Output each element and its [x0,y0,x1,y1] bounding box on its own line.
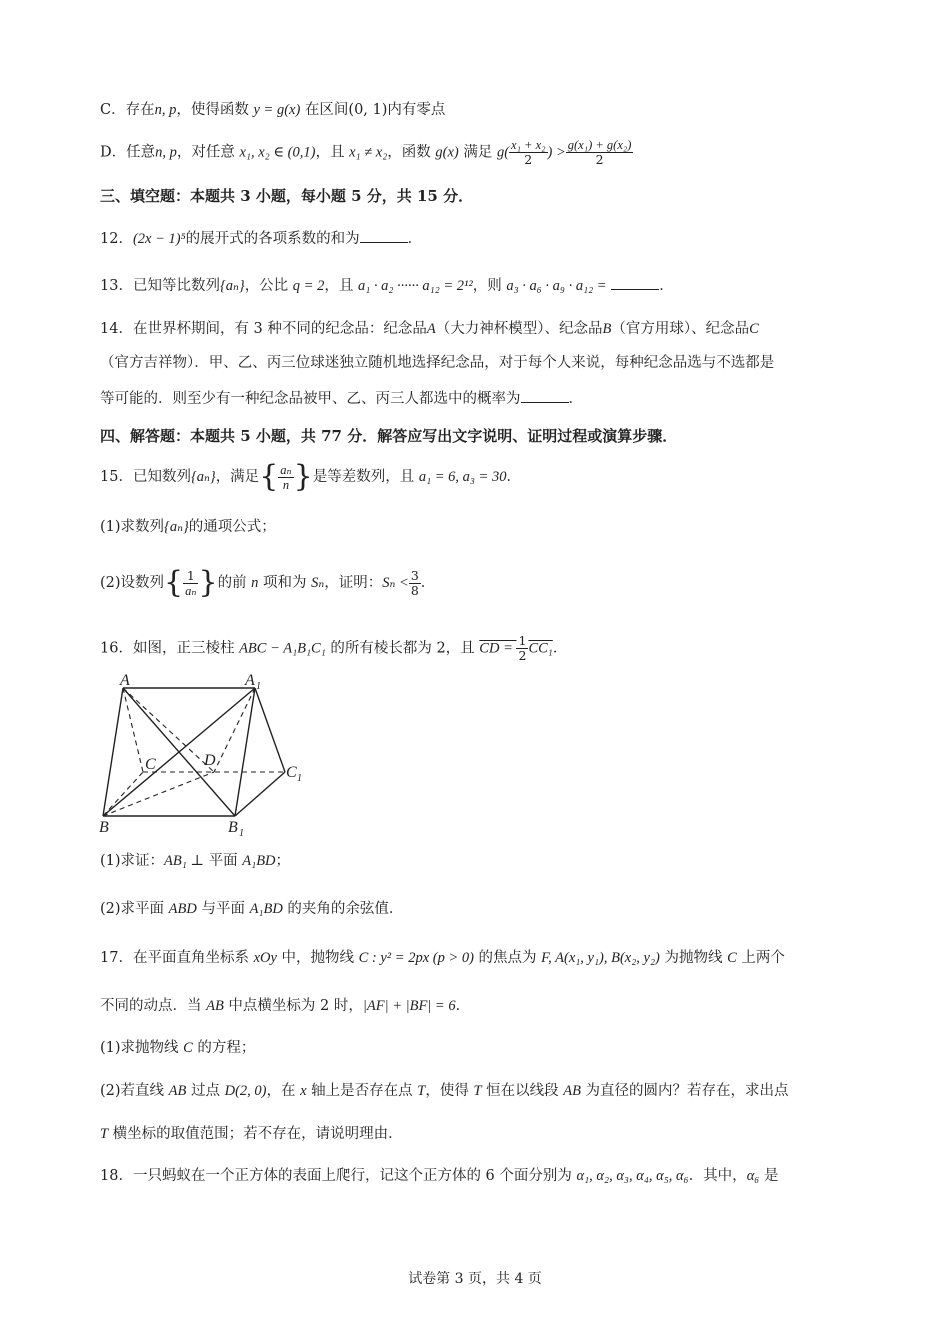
edge-A1-B1 [235,688,255,816]
question-14-line-3 [100,388,583,409]
q15-p1-t1: (1)求数列 [100,519,165,535]
option-d-lhs-pre: g( [496,144,510,161]
q17-p2-AB2: AB [563,1083,581,1099]
q18-t3: 是 [759,1168,779,1184]
option-d-text2: ，且 [315,144,350,161]
prism-figure [95,668,320,838]
option-d-text1: ，对任意 [176,144,240,161]
q17-p2-t3: ，在 [266,1083,301,1099]
q16-vec: CD = [479,640,517,657]
q15-p2-frac2 [409,569,421,598]
q16-t1: 的所有棱长都为 2，且 [325,640,480,657]
segment-B-A1 [103,688,255,816]
q13-t3: ，则 [472,278,507,294]
question-18 [100,1166,778,1186]
option-d-label: D．任意 [100,144,156,161]
label-C1: C [286,764,297,781]
q17-t3: 为抛物线 [659,950,728,966]
q13-q: q = 2 [292,278,325,294]
q17-p2-t2: 过点 [186,1083,225,1099]
question-16-part-2 [100,899,403,919]
q15-p2-S: Sₙ [311,575,325,591]
q16-p2-t3: 的夹角的余弦值． [282,901,404,917]
q18-faces: α₁, α₂, α₃, α₄, α₅, α₆ [576,1168,689,1184]
label-C: C [145,756,156,773]
option-c-label: C．存在 [100,102,155,118]
q17-xoy: xOy [253,950,277,966]
edge-A-B [103,688,123,816]
q16-end: ． [552,640,568,657]
q18-a6: α₆ [746,1168,760,1184]
q14-A: A [426,321,436,337]
q17-C: C [727,950,737,966]
q15-num: 15．已知数列 [100,469,191,485]
q16-p2-plane1: ABD [168,901,197,917]
q14-answer-blank [521,388,569,403]
q16-p2-t2: 与平面 [196,901,250,917]
q15-p2-end: ． [420,575,436,591]
q15-p1-seq: {aₙ} [164,519,189,535]
right-brace-icon: } [198,565,218,600]
q17-p2-t4: 轴上是否存在点 [306,1083,418,1099]
q16-p1-end: ； [275,853,291,869]
question-17-part-2 [100,1081,789,1101]
q13-answer-blank [611,275,659,290]
segment-B-D [103,772,214,816]
question-15-part-2 [100,565,436,600]
q17-l2-t1: 不同的动点．当 [100,998,207,1014]
q15-p2-frac [183,569,198,598]
q17-p2-t5: ，使得 [425,1083,474,1099]
frac-den: 2 [595,152,604,167]
option-d-cond2: x₁ ≠ x₂ [349,144,388,161]
q14-t4: 等可能的．则至少有一种纪念品被甲、乙、丙三人都选中的概率为 [100,391,521,407]
q17-p2-t6: 恒在以线段 [481,1083,564,1099]
q16-p1-t2: 平面 [204,853,243,869]
option-c-text2: 在区间(0, 1)内有零点 [300,102,446,118]
segment-A-D [123,688,214,772]
q15-p2-n: n [251,575,259,591]
option-d [100,138,633,167]
question-15 [100,459,521,494]
edge-A1-C1 [255,688,285,772]
option-d-vars: n, p [155,144,177,161]
option-c [100,100,445,120]
q16-p1-expr: AB₁ ⊥ [164,853,205,869]
q13-prod: a₁ · a₂ ······ a₁₂ = 2¹² [357,278,473,294]
q17-p1-t2: 的方程； [192,1040,256,1056]
q17-p3-T: T [100,1126,109,1142]
q15-p1-t2: 的通项公式； [188,519,276,535]
q17-p1-t1: (1)求抛物线 [100,1040,184,1056]
option-d-cond1: x₁, x₂ ∈ (0,1) [239,144,316,161]
q12-expr: (2x − 1)⁵ [132,231,186,247]
q18-text: 18．一只蚂蚁在一个正方体的表面上爬行，记这个正方体的 6 个面分别为 [100,1168,577,1184]
q14-t3: （官方用球）、纪念品 [611,321,750,337]
q16-p2-plane2: A₁BD [249,901,283,917]
frac-den: 2 [524,152,533,167]
question-14-line-1 [100,319,759,339]
option-c-func: y = g(x) [253,102,301,118]
q17-p2-D: D(2, 0) [224,1083,267,1099]
question-17-line-2 [100,996,470,1016]
label-A1-sub: 1 [256,681,261,692]
option-d-text3: ，函数 [387,144,436,161]
q15-p2-t2: 的前 [217,575,252,591]
q17-l2-AB: AB [206,998,224,1014]
option-d-gt: ) > [547,144,566,161]
left-brace-icon: { [259,459,279,494]
q14-t2: （大力神杯模型）、纪念品 [435,321,603,337]
q15-cond: a₁ = 6, a₃ = 30 [418,469,507,485]
q13-t1: ，公比 [244,278,293,294]
option-d-rhs-frac [566,138,634,167]
question-16-part-1 [100,851,290,871]
frac-num: x₁ + x₂ [511,138,546,152]
page-footer: 试卷第 3 页，共 4 页 [408,1271,542,1287]
q17-p2-T2: T [473,1083,482,1099]
q16-frac [516,634,528,663]
option-c-vars: n, p [154,102,177,118]
q15-end: ． [506,469,521,485]
frac-den: 2 [518,648,527,663]
option-d-text4: 满足 [458,144,497,161]
q17-t1: 中，抛物线 [276,950,359,966]
q14-C: C [749,321,759,337]
q16-num: 16．如图，正三棱柱 [100,640,240,657]
q16-prism: ABC − A₁B₁C₁ [239,640,326,657]
question-17-line-1 [100,948,785,968]
label-B1: B [228,819,238,836]
q15-p2-t1: (2)设数列 [100,575,165,591]
q12-num: 12． [100,231,133,247]
q16-p2-t1: (2)求平面 [100,901,169,917]
label-B1-sub: 1 [239,828,244,838]
q15-p2-ineq: Sₙ < [382,575,409,591]
label-A: A [120,672,130,689]
q17-pts: F, A(x₁, y₁), B(x₂, y₂) [541,950,660,966]
q14-B: B [602,321,612,337]
q15-t2: 是等差数列，且 [312,469,419,485]
q16-p1-t1: (1)求证： [100,853,165,869]
q12-answer-blank [360,228,408,243]
option-d-func: g(x) [435,144,459,161]
q17-l2-t2: 中点横坐标为 2 时， [223,998,363,1014]
q17-num: 17．在平面直角坐标系 [100,950,254,966]
frac-num: aₙ [280,462,292,477]
edge-A-C [123,688,143,772]
q12-text: 的展开式的各项系数的和为 [185,231,360,247]
question-14-line-2: （官方吉祥物）．甲、乙、丙三位球迷独立随机地选择纪念品，对于每个人来说，每种纪念品选与不选都是 [100,355,775,371]
label-D: D [204,752,216,769]
q17-p2-x: x [300,1083,307,1099]
option-c-text: ，使得函数 [176,102,254,118]
label-C1-sub: 1 [297,773,302,784]
frac-den: 8 [410,582,419,598]
q18-t2: ．其中， [688,1168,747,1184]
frac-den: aₙ [185,583,197,598]
q15-p2-t3: 项和为 [258,575,312,591]
section-4-heading: 四、解答题：本题共 5 小题，共 77 分．解答应写出文字说明、证明过程或演算步骤． [100,427,678,445]
right-brace-icon: } [293,459,313,494]
question-12 [100,228,422,249]
q14-t1: 14．在世界杯期间，有 3 种不同的纪念品：纪念品 [100,321,427,337]
q16-p1-plane: A₁BD [242,853,276,869]
edge-B1-C1 [235,772,285,816]
left-brace-icon: { [164,565,184,600]
q13-end: ． [659,278,674,294]
q17-p2-AB: AB [168,1083,187,1099]
q13-ask: a₃ · a₆ · a₉ · a₁₂ = [506,278,607,294]
label-A1: A [245,672,255,689]
q17-l2-end: ． [455,998,471,1014]
q17-p1-C: C [183,1040,193,1056]
q13-t2: ，且 [324,278,358,294]
q17-p3-text: 横坐标的取值范围；若不存在，请说明理由． [108,1126,403,1142]
frac-num: 1 [518,633,527,648]
q15-frac [278,463,293,492]
question-15-part-1 [100,517,276,537]
q16-vec2: CC₁ [528,640,553,657]
q17-p2-t1: (2)若直线 [100,1083,169,1099]
q13-num: 13．已知等比数列 [100,278,220,294]
q12-end: ． [407,231,423,247]
q17-p2-t7: 为直径的圆内？若存在，求出点 [580,1083,789,1099]
question-17-part-2-cont [100,1124,403,1144]
q15-seq: {aₙ} [190,469,216,485]
frac-num: 1 [183,569,198,584]
q17-p2-T: T [417,1083,426,1099]
option-d-lhs-frac [509,138,547,167]
q15-p2-t4: ，证明： [324,575,383,591]
q17-t4: 上两个 [736,950,785,966]
q13-seq: {aₙ} [219,278,245,294]
frac-num: 3 [410,567,419,583]
q14-end: ． [568,391,583,407]
question-17-part-1 [100,1038,255,1058]
section-3-heading: 三、填空题：本题共 3 小题，每小题 5 分，共 15 分． [100,187,474,205]
q17-t2: 的焦点为 [473,950,542,966]
frac-den: n [282,477,290,492]
question-16 [100,634,567,663]
q15-t1: ，满足 [215,469,260,485]
question-13 [100,275,674,296]
q17-l2-expr: |AF| + |BF| = 6 [362,998,456,1014]
q17-curve: C : y² = 2px (p > 0) [358,950,474,966]
frac-num: g(x₁) + g(x₂) [567,138,632,152]
label-B: B [99,819,109,836]
